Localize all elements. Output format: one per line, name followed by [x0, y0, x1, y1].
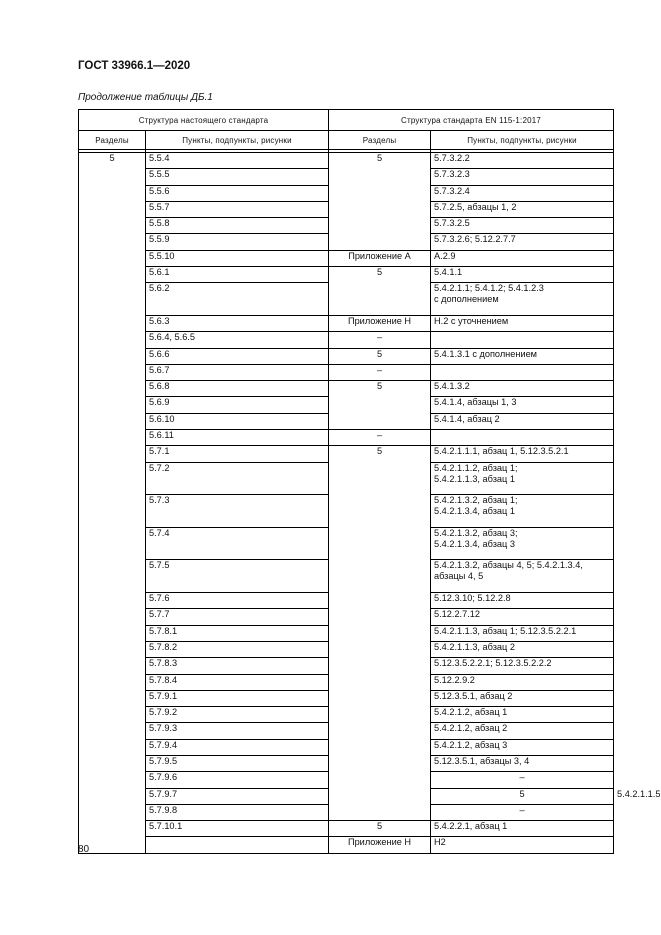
table-row — [79, 250, 614, 266]
en-section-cell: 5 — [329, 821, 431, 837]
en-section-cell: Приложение А — [329, 250, 431, 266]
clause-cell: 5.5.6 — [146, 185, 329, 201]
table-row — [79, 837, 614, 853]
en-section-cell: 5 — [329, 381, 431, 430]
en-clause-cell: А.2.9 — [431, 250, 614, 266]
table-row: 5.7.9.7 5 5.4.2.1.1.5 — [79, 788, 614, 804]
en-section-cell: 5 — [329, 348, 431, 364]
en-section-cell: Приложение Н — [329, 315, 431, 331]
correspondence-table — [78, 109, 661, 854]
clause-cell: 5.5.5 — [146, 169, 329, 185]
en-clause-cell: 5.4.1.1 — [431, 267, 614, 283]
en-clause-cell: 5.4.1.3.1 с дополнением — [431, 348, 614, 364]
clause-cell: 5.5.9 — [146, 234, 329, 250]
table-body — [79, 153, 661, 854]
en-clause-cell: 5.4.2.1.1.2, абзац 1; 5.4.2.1.1.3, абзац 1 — [431, 462, 614, 495]
en-section-cell: 5 — [329, 267, 431, 316]
en-clause-cell: 5.12.3.5.2.2.1; 5.12.3.5.2.2.2 — [431, 658, 614, 674]
clause-cell: 5.6.3 — [146, 315, 329, 331]
en-clause-cell: 5.7.3.2.4 — [431, 185, 614, 201]
en-clause-cell: 5.4.2.1.1.1, абзац 1, 5.12.3.5.2.1 — [431, 446, 614, 462]
en-clause-cell: 5.12.2.9.2 — [431, 674, 614, 690]
clause-cell: 5.7.9.2 — [146, 707, 329, 723]
table-row — [79, 267, 614, 283]
clause-cell: 5.7.10.1 — [146, 821, 329, 837]
en-clause-cell: 5.12.3.10; 5.12.2.8 — [431, 593, 614, 609]
clause-cell: 5.7.9.5 — [146, 755, 329, 771]
table-row — [79, 153, 614, 169]
en-section-cell: 5 — [431, 788, 614, 804]
clause-cell: 5.6.11 — [146, 430, 329, 446]
en-clause-cell: 5.4.2.1.2, абзац 1 — [431, 707, 614, 723]
table-row — [79, 821, 614, 837]
en-clause-cell: 5.4.2.1.2, абзац 3 — [431, 739, 614, 755]
clause-cell: 5.7.3 — [146, 495, 329, 528]
clause-cell: 5.7.4 — [146, 527, 329, 560]
clause-cell: 5.5.10 — [146, 250, 329, 266]
document-id: ГОСТ 33966.1—2020 — [78, 60, 191, 72]
clause-cell: 5.5.7 — [146, 201, 329, 217]
clause-cell: 5.7.9.1 — [146, 690, 329, 706]
clause-cell: 5.7.8.3 — [146, 658, 329, 674]
clause-cell: 5.6.1 — [146, 267, 329, 283]
clause-cell: 5.7.8.2 — [146, 641, 329, 657]
group-header-en-standard: Структура стандарта EN 115-1:2017 — [329, 110, 614, 131]
clause-cell — [146, 837, 329, 853]
table-row — [79, 446, 614, 462]
clause-cell: 5.5.4 — [146, 153, 329, 169]
en-clause-cell: 5.4.2.1.1.3, абзац 2 — [431, 641, 614, 657]
page-number: 80 — [78, 844, 90, 855]
clause-cell: 5.6.4, 5.6.5 — [146, 332, 329, 348]
en-clause-cell: 5.7.3.2.6; 5.12.2.7.7 — [431, 234, 614, 250]
clause-cell: 5.6.7 — [146, 364, 329, 380]
clause-cell: 5.7.8.4 — [146, 674, 329, 690]
en-clause-cell: 5.4.2.1.1.3, абзац 1; 5.12.3.5.2.2.1 — [431, 625, 614, 641]
en-clause-cell: 5.4.1.3.2 — [431, 381, 614, 397]
clause-cell: 5.6.9 — [146, 397, 329, 413]
en-clause-cell: 5.4.1.4, абзацы 1, 3 — [431, 397, 614, 413]
en-section-cell: 5 — [329, 153, 431, 251]
en-clause-cell: 5.12.3.5.1, абзацы 3, 4 — [431, 755, 614, 771]
column-header-clauses: Пункты, подпункты, рисунки — [146, 131, 329, 150]
column-header-en-sections: Разделы — [329, 131, 431, 150]
en-section-cell: – — [431, 772, 614, 788]
en-clause-cell: 5.4.1.4, абзац 2 — [431, 413, 614, 429]
clause-cell: 5.7.9.7 — [146, 788, 329, 804]
table-row — [79, 430, 614, 446]
en-clause-cell: 5.7.3.2.5 — [431, 218, 614, 234]
en-clause-cell: Н2 — [431, 837, 614, 853]
en-clause-cell: 5.4.2.1.1; 5.4.1.2; 5.4.1.2.3 с дополнением — [431, 283, 614, 316]
clause-cell: 5.6.8 — [146, 381, 329, 397]
clause-cell: 5.7.9.6 — [146, 772, 329, 788]
clause-cell: 5.6.6 — [146, 348, 329, 364]
clause-cell: 5.7.8.1 — [146, 625, 329, 641]
en-clause-cell: 5.12.3.5.1, абзац 2 — [431, 690, 614, 706]
clause-cell: 5.7.9.4 — [146, 739, 329, 755]
clause-cell: 5.7.2 — [146, 462, 329, 495]
clause-cell: 5.7.1 — [146, 446, 329, 462]
clause-cell: 5.6.2 — [146, 283, 329, 316]
en-clause-cell — [431, 364, 614, 380]
clause-cell: 5.7.7 — [146, 609, 329, 625]
table-row — [79, 381, 614, 397]
en-section-cell: 5 — [329, 446, 431, 821]
table-row — [79, 348, 614, 364]
clause-cell: 5.7.9.3 — [146, 723, 329, 739]
table-row — [79, 364, 614, 380]
clause-cell: 5.7.5 — [146, 560, 329, 593]
column-header-sections: Разделы — [79, 131, 146, 150]
clause-cell: 5.5.8 — [146, 218, 329, 234]
table-row — [79, 332, 614, 348]
table-row — [79, 315, 614, 331]
en-section-cell: Приложение Н — [329, 837, 431, 853]
en-clause-cell: 5.4.2.1.3.2, абзац 3; 5.4.2.1.3.4, абзац 3 — [431, 527, 614, 560]
en-clause-cell: 5.7.3.2.3 — [431, 169, 614, 185]
group-header-this-standard: Структура настоящего стандарта — [79, 110, 329, 131]
en-clause-cell: 5.4.2.1.3.2, абзац 1; 5.4.2.1.3.4, абзац 1 — [431, 495, 614, 528]
en-section-cell: – — [329, 332, 431, 348]
clause-cell: 5.6.10 — [146, 413, 329, 429]
en-section-cell: – — [431, 804, 614, 820]
en-clause-cell: 5.4.2.2.1, абзац 1 — [431, 821, 614, 837]
clause-cell: 5.7.6 — [146, 593, 329, 609]
en-clause-cell: 5.4.2.1.3.2, абзацы 4, 5; 5.4.2.1.3.4, абзацы 4, 5 — [431, 560, 614, 593]
en-clause-cell: Н.2 с уточнением — [431, 315, 614, 331]
table-caption: Продолжение таблицы ДБ.1 — [78, 92, 213, 103]
en-clause-cell: 5.12.2.7.12 — [431, 609, 614, 625]
en-clause-cell: 5.4.2.1.2, абзац 2 — [431, 723, 614, 739]
section-cell: 5 — [79, 153, 146, 854]
en-clause-cell: 5.7.3.2.2 — [431, 153, 614, 169]
en-clause-cell: 5.7.2.5, абзацы 1, 2 — [431, 201, 614, 217]
en-clause-cell — [431, 430, 614, 446]
en-section-cell: – — [329, 364, 431, 380]
clause-cell: 5.7.9.8 — [146, 804, 329, 820]
en-clause-cell — [431, 332, 614, 348]
en-section-cell: – — [329, 430, 431, 446]
column-header-en-clauses: Пункты, подпункты, рисунки — [431, 131, 614, 150]
